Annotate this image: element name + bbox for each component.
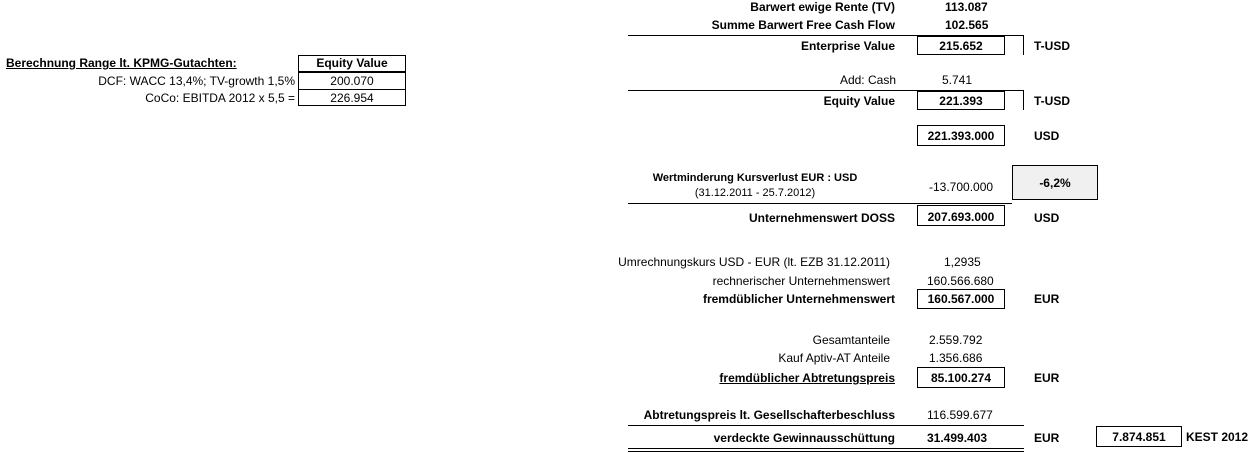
hidden-value: 31.499.403 (927, 431, 988, 445)
price-label: fremdüblicher Abtretungspreis (719, 371, 895, 385)
kpmg-col-header: Equity Value (316, 56, 388, 70)
doss-unit: USD (1034, 211, 1060, 225)
fx-loss-pct: -6,2% (1039, 176, 1071, 190)
kpmg-row-dcf-value: 200.070 (330, 74, 374, 88)
kpmg-row-dcf-label: DCF: WACC 13,4%; TV-growth 1,5% (98, 74, 295, 88)
cash-value: 5.741 (942, 73, 973, 87)
rate-label: Umrechnungskurs USD - EUR (lt. EZB 31.12.2011) (618, 255, 890, 269)
ev-label: Enterprise Value (800, 39, 895, 53)
eq-value: 221.393 (939, 94, 983, 108)
resolution-value: 116.599.677 (927, 408, 993, 422)
calc-value: 160.566.680 (927, 274, 994, 288)
arm-unit: EUR (1034, 292, 1060, 306)
shares-label: Gesamtanteile (812, 333, 890, 347)
hidden-label: verdeckte Gewinnausschüttung (713, 431, 895, 445)
kpmg-row-coco-label: CoCo: EBITDA 2012 x 5,5 = (145, 91, 295, 105)
fx-loss-label: Wertminderung Kursverlust EUR : USD (652, 172, 858, 184)
doss-label: Unternehmenswert DOSS (748, 211, 895, 225)
fcf-label: Summe Barwert Free Cash Flow (711, 18, 895, 32)
doss-top-rule (628, 203, 1012, 204)
eq-unit: T-USD (1034, 94, 1070, 108)
kest-label: KEST 2012 (1186, 430, 1249, 444)
aptiv-label: Kauf Aptiv-AT Anteile (778, 351, 890, 365)
kest-value: 7.874.851 (1112, 430, 1166, 444)
hidden-top-rule (628, 425, 1024, 426)
ev-unit: T-USD (1034, 39, 1070, 53)
hidden-double-rule-1 (628, 448, 1024, 449)
price-unit: EUR (1034, 371, 1060, 385)
hidden-unit: EUR (1034, 431, 1060, 445)
eq-usd-value: 221.393.000 (927, 129, 995, 143)
ev-value: 215.652 (939, 39, 983, 53)
resolution-label: Abtretungspreis lt. Gesellschafterbeschluss (643, 408, 895, 422)
eq-usd-unit: USD (1034, 129, 1060, 143)
shares-value: 2.559.792 (929, 333, 983, 347)
rate-value: 1,2935 (944, 255, 981, 269)
kpmg-heading: Berechnung Range lt. KPMG-Gutachten: (6, 56, 237, 70)
aptiv-value: 1.356.686 (929, 351, 983, 365)
eq-side-rule (1023, 90, 1024, 110)
fx-loss-value: -13.700.000 (929, 180, 994, 194)
tv-value: 113.087 (945, 0, 988, 14)
calc-value-label: rechnerischer Unternehmenswert (712, 274, 890, 288)
tv-label: Barwert ewige Rente (TV) (750, 0, 895, 14)
kpmg-row-coco-value: 226.954 (330, 91, 374, 105)
hidden-double-rule-2 (628, 451, 1024, 452)
ev-side-rule (1023, 35, 1024, 55)
cash-label: Add: Cash (839, 73, 896, 87)
doss-value: 207.693.000 (927, 210, 995, 224)
fcf-value: 102.565 (945, 18, 989, 32)
fx-loss-period: (31.12.2011 - 25.7.2012) (694, 187, 816, 199)
kpmg-row-divider (298, 89, 406, 90)
eq-label: Equity Value (823, 94, 895, 108)
price-value: 85.100.274 (930, 371, 992, 385)
arm-value: 160.567.000 (927, 292, 995, 306)
arm-label: fremdüblicher Unternehmenswert (702, 292, 895, 306)
